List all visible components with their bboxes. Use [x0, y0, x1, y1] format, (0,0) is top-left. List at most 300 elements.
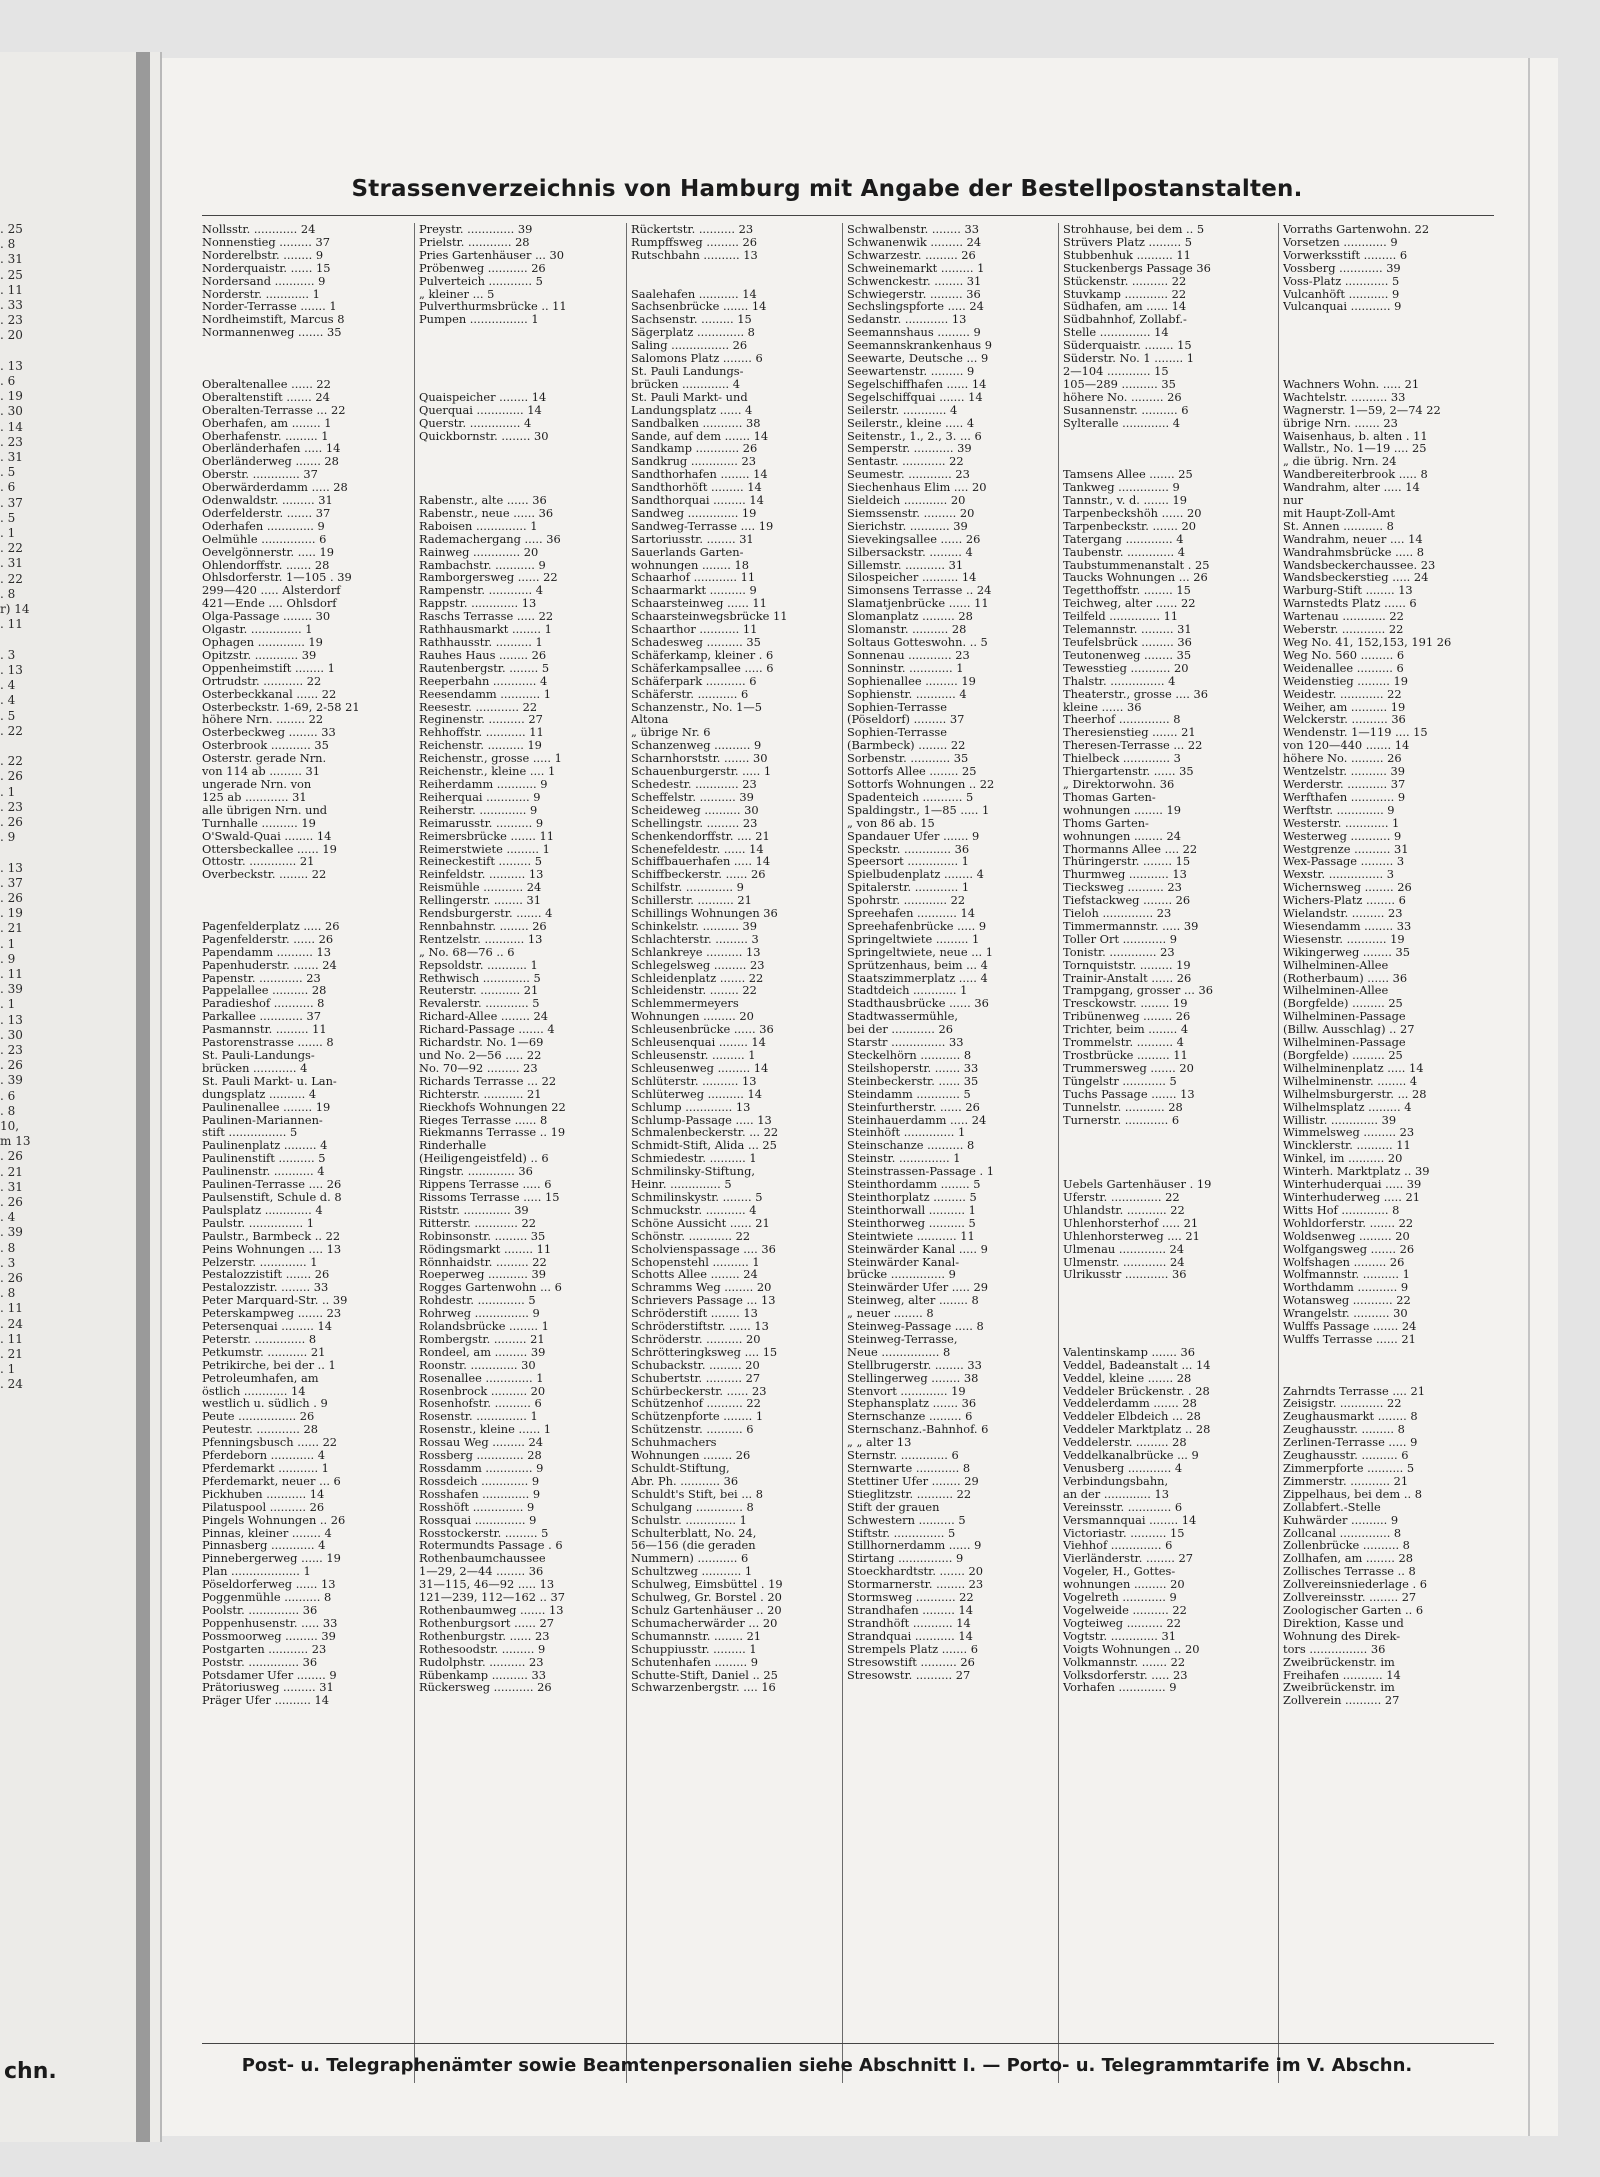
street-entry: Seitenstr., 1., 2., 3. ... 6 — [847, 429, 982, 443]
street-entry: Siechenhaus Elim .... 20 — [847, 481, 987, 495]
street-entry: Wallstr., No. 1—19 .... 25 — [1283, 442, 1427, 456]
street-entry: Nordersand ........... 9 — [202, 274, 326, 288]
street-entry: Zollisches Terrasse .. 8 — [1283, 1565, 1416, 1579]
street-entry: Uferstr. .............. 22 — [1063, 1190, 1180, 1204]
street-entry: Schrötteringksweg .... 15 — [631, 1345, 778, 1359]
street-entry: Steinhauerdamm ..... 24 — [847, 1113, 987, 1127]
street-entry: Venusberg ............ 4 — [1063, 1462, 1183, 1475]
street-entry: Schulz Gartenhäuser .. 20 — [631, 1603, 782, 1617]
street-entry: Schultzweg ........... 1 — [631, 1565, 753, 1579]
street-entry: höhere Nrn. ........ 22 — [202, 713, 324, 727]
street-entry: Paulinenstift .......... 5 — [202, 1152, 326, 1166]
street-entry: Sedanstr. ............ 13 — [847, 313, 967, 327]
street-entry — [202, 365, 410, 378]
street-entry: höhere No. ......... 26 — [1283, 752, 1402, 766]
street-entry: Sierichstr. ........... 39 — [847, 519, 968, 533]
street-entry: Sandthorquai ......... 14 — [631, 494, 764, 507]
street-entry: Stresowstr. .......... 27 — [847, 1668, 971, 1682]
street-entry — [1283, 1372, 1495, 1385]
street-entry: Wolfshagen ......... 26 — [1283, 1255, 1405, 1269]
street-entry: Schwanenwik ......... 24 — [847, 235, 982, 249]
street-entry: Schlump-Passage ..... 13 — [631, 1113, 772, 1127]
street-entry: Rellingerstr. ........ 31 — [419, 894, 541, 908]
street-entry: Sylteralle ............. 4 — [1063, 416, 1181, 430]
street-entry: Waisenhaus, b. alten . 11 — [1283, 429, 1428, 443]
street-entry: Schutenhafen ......... 9 — [631, 1655, 759, 1669]
street-entry: Rathhausmarkt ........ 1 — [419, 623, 552, 636]
street-entry: Taubstummenanstalt . 25 — [1063, 558, 1210, 572]
street-entry: Paulstr., Barmbeck .. 22 — [202, 1229, 341, 1243]
street-entry: Rieges Terrasse ...... 8 — [419, 1113, 548, 1127]
street-entry: Repsoldstr. ........... 1 — [419, 958, 538, 972]
street-entry — [419, 365, 627, 378]
street-entry: Zeisigstr. ............ 22 — [1283, 1397, 1402, 1411]
street-entry: Pferdemarkt, neuer ... 6 — [202, 1474, 341, 1488]
street-entry: Seumestr. ............ 23 — [847, 468, 970, 482]
street-entry: Tonistr. ............. 23 — [1063, 945, 1175, 959]
street-entry: Sonnenau ............ 23 — [847, 648, 970, 662]
street-entry: Ottersbeckallee ...... 19 — [202, 842, 337, 856]
page-footer-note: Post- u. Telegraphenämter sowie Beamtenpersonalien siehe Abschnitt I. — Porto- u. Telegrammtarife im V. Abschn. — [241, 2055, 1413, 2076]
street-entry: Stellbrugerstr. ........ 33 — [847, 1358, 982, 1372]
street-entry: St. Pauli Landungs- — [631, 364, 744, 378]
street-entry: brücke ............... 9 — [847, 1268, 956, 1282]
street-entry: Uhlenhorsterhof ..... 21 — [1063, 1216, 1199, 1230]
street-entry: Vereinsstr. ............ 6 — [1063, 1500, 1183, 1514]
street-entry: Stirtang ............... 9 — [847, 1552, 964, 1566]
street-entry: Oberländerweg ....... 28 — [202, 455, 339, 469]
street-entry: Sachsenbrücke ....... 14 — [631, 300, 767, 314]
street-entry: Pfenningsbusch ...... 22 — [202, 1436, 338, 1450]
street-entry: Veddelkanalbrücke ... 9 — [1063, 1449, 1199, 1462]
street-entry: Pappelallee .......... 28 — [202, 984, 327, 998]
street-entry: Wilhelminenstr. ........ 4 — [1283, 1074, 1418, 1088]
street-entry: „ No. 68—76 .. 6 — [419, 945, 515, 959]
street-entry: Paradieshof ........... 8 — [202, 997, 325, 1011]
street-entry: Zollvereinsstr. ........ 27 — [1283, 1591, 1417, 1604]
street-entry: Thiergartenstr. ...... 35 — [1063, 765, 1194, 778]
street-entry: Rossau Weg ......... 24 — [419, 1436, 544, 1450]
street-entry: Parkallee ............ 37 — [202, 1010, 322, 1024]
street-entry: Starstr ............... 33 — [847, 1036, 964, 1049]
street-entry: Trommelstr. .......... 4 — [1063, 1036, 1184, 1049]
street-entry: Querquai ............. 14 — [419, 403, 542, 417]
street-entry: Oberhafenstr. ......... 1 — [202, 429, 329, 443]
street-entry: Ohlsdorferstr. 1—105 . 39 — [202, 571, 352, 585]
street-entry: Schulstr. .............. 1 — [631, 1513, 747, 1527]
street-entry — [1063, 1139, 1279, 1152]
street-entry: (Heiligengeistfeld) .. 6 — [419, 1152, 549, 1166]
street-entry: tors ................ 36 — [1283, 1642, 1386, 1656]
street-entry: Victoriastr. .......... 15 — [1063, 1526, 1185, 1540]
street-entry: Schopenstehl .......... 1 — [631, 1255, 760, 1269]
street-entry: Stieglitzstr. .......... 22 — [847, 1487, 972, 1501]
street-entry: Wilhelminen-Allee — [1283, 958, 1389, 972]
street-entry: Warnstedts Platz ...... 6 — [1283, 597, 1417, 611]
street-entry: „ von 86 ab. 15 — [847, 816, 935, 830]
page-title: Strassenverzeichnis von Hamburg mit Angabe der Bestellpostanstalten. — [351, 176, 1303, 202]
street-entry: Pilatuspool .......... 26 — [202, 1500, 325, 1514]
street-entry: Schöne Aussicht ...... 21 — [631, 1216, 770, 1230]
street-entry: Peute ................ 26 — [202, 1410, 315, 1424]
street-entry: Veddeler Marktplatz .. 28 — [1063, 1423, 1211, 1437]
street-entry: Oevelgönnerstr. ..... 19 — [202, 545, 334, 559]
street-entry: Ophagen ............. 19 — [202, 636, 323, 649]
street-entry: Winterh. Marktplatz .. 39 — [1283, 1165, 1430, 1179]
street-entry: Schleidenplatz ....... 22 — [631, 971, 764, 985]
street-entry: 56—156 (die geraden — [631, 1539, 756, 1553]
street-entry: Wandrahm, neuer .... 14 — [1283, 532, 1423, 546]
street-entry: Süderstr. No. 1 ........ 1 — [1063, 352, 1195, 365]
street-entry: Schmidt-Stift, Alida ... 25 — [631, 1139, 777, 1153]
street-entry: Pagenfelderstr. ...... 26 — [202, 932, 334, 946]
street-entry: Sophienstr. ........... 4 — [847, 687, 967, 701]
street-entry: Wilhelminen-Passage — [1283, 1010, 1406, 1024]
street-entry: Schröderstiftstr. ...... 13 — [631, 1320, 769, 1333]
street-entry: Zeughausstr. .......... 6 — [1283, 1449, 1409, 1462]
street-entry: Possmoorweg ......... 39 — [202, 1629, 336, 1643]
street-entry: Papendamm .......... 13 — [202, 945, 331, 959]
street-entry: Weg No. 41, 152,153, 191 26 — [1283, 636, 1452, 649]
street-entry: Schuldt-Stiftung, — [631, 1462, 730, 1475]
street-entry: Rambachstr. ........... 9 — [419, 558, 546, 572]
street-entry: (Borgfelde) ......... 25 — [1283, 997, 1403, 1011]
street-entry: (Pöseldorf) ......... 37 — [847, 713, 965, 727]
street-entry: Strempels Platz ....... 6 — [847, 1642, 979, 1656]
street-entry: Saalehafen ........... 14 — [631, 287, 757, 301]
street-entry: Pulverthurmsbrücke .. 11 — [419, 300, 567, 314]
street-entry: übrige Nrn. ....... 23 — [1283, 416, 1398, 430]
street-entry: St. Pauli-Landungs- — [202, 1049, 315, 1062]
street-entry: wohnungen ........ 18 — [631, 558, 750, 572]
street-entry: Slamatjenbrücke ...... 11 — [847, 597, 989, 611]
street-entry: Paulstr. ............... 1 — [202, 1216, 314, 1230]
street-entry: Reiherstr. ............. 9 — [419, 803, 538, 817]
street-entry: Pastorenstrasse ....... 8 — [202, 1036, 334, 1049]
street-entry: Schlankreye .......... 13 — [631, 945, 761, 959]
street-entry: Paulinenstr. ........... 4 — [202, 1165, 325, 1179]
street-entry: Tiecksweg .......... 23 — [1063, 881, 1182, 895]
street-entry: Thurmweg ........... 13 — [1063, 868, 1187, 882]
street-entry: Norderelbstr. ........ 9 — [202, 248, 324, 262]
street-entry: Steilshoperstr. ....... 33 — [847, 1061, 979, 1075]
street-entry: Rademachergang ..... 36 — [419, 532, 561, 546]
street-entry: Rumpffsweg ......... 26 — [631, 235, 758, 249]
street-entry: Tunnelstr. ........... 28 — [1063, 1100, 1183, 1114]
street-entry: kleine ...... 36 — [1063, 700, 1142, 714]
street-entry: Scheideweg .......... 30 — [631, 803, 759, 817]
street-entry: Rombergstr. ......... 21 — [419, 1332, 545, 1346]
street-entry: Steinstr. .............. 1 — [847, 1152, 961, 1166]
street-entry: Schramms Weg ........ 20 — [631, 1281, 772, 1295]
street-entry: Staatszimmerplatz ..... 4 — [847, 971, 988, 985]
street-entry: Schmiedestr. .......... 1 — [631, 1152, 757, 1166]
street-entry: Scholvienspassage .... 36 — [631, 1242, 776, 1256]
street-entry: Schulweg, Eimsbüttel . 19 — [631, 1578, 783, 1592]
street-entry: Schürbeckerstr. ...... 23 — [631, 1384, 767, 1398]
street-entry: Osterbeckweg ........ 33 — [202, 726, 336, 740]
street-entry: Schmilinskystr. ........ 5 — [631, 1190, 763, 1204]
street-entry: Wohldorferstr. ....... 22 — [1283, 1216, 1414, 1230]
street-entry: Schmilinsky-Stiftung, — [631, 1165, 756, 1179]
street-entry: Turnhalle .......... 19 — [202, 816, 316, 830]
street-entry: St. Pauli Markt- und — [631, 390, 748, 404]
street-entry: Sauerlands Garten- — [631, 545, 744, 559]
street-entry: Pasmannstr. ......... 11 — [202, 1023, 327, 1037]
street-entry: Schlachterstr. ......... 3 — [631, 932, 759, 946]
street-entry: Sentastr. ............ 22 — [847, 455, 964, 469]
street-entry: Rossdamm ............. 9 — [419, 1462, 544, 1475]
street-entry: 125 ab ............ 31 — [202, 790, 307, 804]
street-entry: Rautenbergstr. ........ 5 — [419, 661, 550, 675]
street-entry: Pulverteich ............ 5 — [419, 274, 543, 288]
street-entry: Winterhuderquai ..... 39 — [1283, 1178, 1422, 1191]
street-entry: Wikingerweg ........ 35 — [1283, 945, 1410, 959]
street-entry: wohnungen ........ 19 — [1063, 803, 1182, 817]
street-entry: Steinwärder Kanal ..... 9 — [847, 1242, 988, 1256]
street-entry: Wilhelminen-Passage — [1283, 1036, 1406, 1049]
street-entry: 31—115, 46—92 ..... 13 — [419, 1578, 555, 1592]
street-entry: Robinsonstr. ......... 35 — [419, 1229, 546, 1243]
street-entry: Steinthorwall .......... 1 — [847, 1203, 976, 1217]
street-entry: Ohlendorffstr. ....... 28 — [202, 558, 330, 572]
street-entry: Schaarsteinweg ...... 11 — [631, 597, 767, 611]
street-entry: Schützenhof .......... 22 — [631, 1397, 761, 1411]
street-entry: Reichenstr. .......... 19 — [419, 739, 542, 753]
street-entry: Schäferpark ........... 6 — [631, 674, 757, 688]
street-entry: Westerweg ........... 9 — [1283, 829, 1402, 843]
street-entry: Riekmanns Terrasse .. 19 — [419, 1126, 566, 1140]
street-entry: Theaterstr., grosse .... 36 — [1063, 687, 1208, 701]
street-entry: Süderquaistr. ........ 15 — [1063, 339, 1192, 353]
street-entry: Reesendamm ........... 1 — [419, 687, 551, 701]
street-entry: Petersenquai ......... 14 — [202, 1320, 332, 1333]
street-entry: Pries Gartenhäuser ... 30 — [419, 248, 565, 262]
street-entry: Zollcanal .............. 8 — [1283, 1526, 1402, 1540]
street-entry: Schleusenstr. ......... 1 — [631, 1049, 756, 1062]
street-entry: Nonnenstieg ......... 37 — [202, 235, 330, 249]
street-entry: Trampgang, grosser ... 36 — [1063, 984, 1213, 998]
street-entry: Wagnerstr. 1—59, 2—74 22 — [1283, 403, 1441, 417]
street-entry: Spreehafen ........... 14 — [847, 907, 976, 920]
street-entry: Scheffelstr. .......... 39 — [631, 790, 754, 804]
street-entry: St. Annen ........... 8 — [1283, 519, 1394, 533]
street-entry: Nollsstr. ............ 24 — [202, 223, 316, 236]
street-entry: stift ................ 5 — [202, 1126, 298, 1140]
street-entry: Stellingerweg ........ 38 — [847, 1371, 979, 1385]
street-entry: Schinkelstr. .......... 39 — [631, 919, 757, 933]
street-entry: Vierländerstr. ........ 27 — [1063, 1552, 1194, 1566]
street-entry: Poststr. .............. 36 — [202, 1655, 318, 1669]
street-entry: Roonstr. ............. 30 — [419, 1358, 536, 1372]
street-entry: Wandsbeckerchaussee. 23 — [1283, 558, 1436, 572]
street-entry — [419, 442, 627, 455]
street-entry: Prätoriusweg ......... 31 — [202, 1681, 334, 1695]
street-entry: Osterbeckstr. 1-69, 2-58 21 — [202, 700, 360, 714]
street-entry: Reismühle ........... 24 — [419, 881, 542, 895]
street-entry: Schmalenbeckerstr. ... 22 — [631, 1126, 779, 1140]
street-entry: Schleusenquai ........ 14 — [631, 1036, 766, 1049]
street-entry: Rosenstr., kleine ...... 1 — [419, 1423, 552, 1437]
street-entry: 2—104 ............ 15 — [1063, 364, 1169, 378]
street-entry: Schlump ............. 13 — [631, 1100, 751, 1114]
street-entry: Schulweg, Gr. Borstel . 20 — [631, 1591, 782, 1604]
street-entry: Salomons Platz ........ 6 — [631, 352, 763, 365]
street-entry: Stormsweg ........... 22 — [847, 1591, 974, 1604]
street-entry: Veddelerdamm ....... 28 — [1063, 1397, 1197, 1411]
street-entry: Winkel, im .......... 20 — [1283, 1152, 1403, 1166]
street-entry: Thalstr. ............... 4 — [1063, 674, 1176, 688]
street-entry: Weg No. 560 ......... 6 — [1283, 648, 1405, 662]
street-entry: Schwarzestr. ......... 26 — [847, 248, 976, 262]
street-entry: bei der ............ 26 — [847, 1023, 953, 1037]
street-entry: Toller Ort ............ 9 — [1063, 932, 1177, 946]
street-entry: Reimersbrücke ....... 11 — [419, 829, 554, 843]
directory-column-4 — [842, 223, 1059, 2083]
street-entry: Schumacherwärder ... 20 — [631, 1616, 778, 1630]
street-entry: Spohrstr. ............ 22 — [847, 894, 966, 908]
street-entry: Werfthafen ............ 9 — [1283, 790, 1406, 804]
street-entry: Zollabfert.-Stelle — [1283, 1500, 1381, 1514]
street-entry: höhere No. ......... 26 — [1063, 390, 1182, 404]
street-entry: Sandweg-Terrasse .... 19 — [631, 519, 774, 533]
street-entry: Steinweg-Terrasse, — [847, 1332, 958, 1346]
street-entry: Spitalerstr. ............ 1 — [847, 881, 970, 895]
street-entry: Steinthordamm ........ 5 — [847, 1178, 981, 1191]
street-entry: Paulinen-Terrasse .... 26 — [202, 1178, 342, 1191]
street-entry: Papenhuderstr. ....... 24 — [202, 958, 337, 972]
street-entry: Veddel, Badeanstalt ... 14 — [1063, 1358, 1211, 1372]
street-entry: Zimmerpforte .......... 5 — [1283, 1462, 1415, 1475]
street-entry: Sorbenstr. ........... 35 — [847, 752, 969, 766]
street-entry: „ neuer ........ 8 — [847, 1307, 934, 1321]
street-entry: Veddeler Elbdeich ... 28 — [1063, 1410, 1201, 1424]
street-entry: Vossberg ............ 39 — [1283, 261, 1401, 275]
street-entry: Rückertstr. .......... 23 — [631, 223, 754, 236]
street-entry: Rothenburgsort ...... 27 — [419, 1616, 554, 1630]
street-entry: Pinnebergerweg ...... 19 — [202, 1552, 341, 1566]
street-entry: Oderfelderstr. ....... 37 — [202, 506, 331, 520]
street-entry: Springeltwiete ......... 1 — [847, 932, 980, 946]
street-entry: Schedestr. ............ 23 — [631, 777, 757, 791]
street-entry: Reginenstr. .......... 27 — [419, 713, 543, 727]
street-entry: Kuhwärder .......... 9 — [1283, 1513, 1399, 1527]
street-entry: Pinnas, kleiner ........ 4 — [202, 1526, 332, 1540]
street-entry: Saling ................ 26 — [631, 339, 748, 353]
street-entry: Sophien-Terrasse — [847, 726, 948, 740]
street-entry: Sandweg .............. 19 — [631, 506, 757, 520]
street-entry: Wolfgangsweg ....... 26 — [1283, 1242, 1415, 1256]
street-entry: Stresowstift .......... 26 — [847, 1655, 975, 1669]
street-entry: Uhlandstr. ........... 22 — [1063, 1203, 1185, 1217]
street-entry: 1—29, 2—44 ........ 36 — [419, 1565, 544, 1579]
street-entry: Tiefstackweg ........ 26 — [1063, 894, 1191, 908]
street-entry: Schwarzenbergstr. .... 16 — [631, 1681, 776, 1695]
street-entry: Sartoriusstr. ........ 31 — [631, 532, 754, 546]
street-entry: Schanzenweg .......... 9 — [631, 739, 762, 753]
street-entry: Turnerstr. ............ 6 — [1063, 1113, 1180, 1127]
street-entry: mit Haupt-Zoll-Amt — [1283, 506, 1395, 520]
street-entry: Richard-Allee ........ 24 — [419, 1010, 549, 1024]
street-entry: Stormarnerstr. ........ 23 — [847, 1578, 984, 1592]
street-entry: Spielbudenplatz ........ 4 — [847, 868, 984, 882]
street-entry: Slomanplatz ......... 28 — [847, 610, 973, 624]
street-entry: Valentinskamp ....... 36 — [1063, 1345, 1195, 1359]
street-entry: Rothenbaumchaussee — [419, 1552, 546, 1566]
street-entry: Präger Ufer .......... 14 — [202, 1694, 329, 1708]
street-entry: Rippens Terrasse ..... 6 — [419, 1178, 552, 1191]
street-entry: westlich u. südlich . 9 — [202, 1397, 328, 1411]
street-entry: Thormanns Allee .... 22 — [1063, 842, 1198, 856]
street-entry: Vorraths Gartenwohn. 22 — [1283, 223, 1430, 236]
street-entry: Pagenfelderplatz ..... 26 — [202, 919, 340, 933]
street-entry: brücken ............ 4 — [202, 1061, 308, 1075]
street-entry: Pestalozzistift ....... 26 — [202, 1268, 330, 1282]
street-entry: Reichenstr., kleine .... 1 — [419, 765, 556, 778]
street-entry: Reimerstwiete ......... 1 — [419, 842, 550, 856]
street-entry: Raboisen .............. 1 — [419, 519, 538, 533]
directory-column-3 — [626, 223, 843, 2083]
street-entry: Rissoms Terrasse ..... 15 — [419, 1190, 560, 1204]
street-entry: 121—239, 112—162 .. 37 — [419, 1591, 565, 1604]
street-entry: Stuvkamp ............ 22 — [1063, 287, 1187, 301]
street-entry: Schellingstr. ......... 23 — [631, 816, 758, 830]
street-entry: Sternstr. ............. 6 — [847, 1449, 959, 1462]
street-entry: Schuppiusstr. ......... 1 — [631, 1642, 757, 1656]
street-entry: Rossquai .............. 9 — [419, 1513, 537, 1527]
street-entry — [1063, 1126, 1279, 1139]
street-entry: Schwalbenstr. ........ 33 — [847, 223, 980, 236]
street-entry: Weidenstieg ......... 19 — [1283, 674, 1408, 688]
street-entry: Stuckenbergs Passage 36 — [1063, 261, 1211, 275]
street-entry: Vogtstr. ............. 31 — [1063, 1629, 1176, 1643]
street-entry: Schmuckstr. ........... 4 — [631, 1203, 757, 1217]
street-entry: brücken ............. 4 — [631, 377, 740, 391]
street-entry: Paulsplatz ............. 4 — [202, 1203, 323, 1217]
street-entry: 105—289 .......... 35 — [1063, 377, 1176, 391]
street-entry: Zahrndts Terrasse .... 21 — [1283, 1384, 1425, 1398]
street-entry: Sprützenhaus, beim ... 4 — [847, 958, 988, 972]
street-entry: Südbahnhof, Zollabf.- — [1063, 313, 1187, 327]
street-entry: Trostbrücke ......... 11 — [1063, 1049, 1188, 1062]
street-entry: Stillhornerdamm ...... 9 — [847, 1539, 982, 1553]
street-entry: Verbindungsbahn, — [1063, 1474, 1169, 1488]
street-entry — [1063, 1333, 1279, 1346]
street-entry — [419, 352, 627, 365]
street-entry: Schillings Wohnungen 36 — [631, 907, 778, 920]
street-entry: Schubertstr. .......... 27 — [631, 1371, 761, 1385]
street-entry: Rogges Gartenwohn ... 6 — [419, 1281, 562, 1295]
street-entry: Seilerstr. ............ 4 — [847, 403, 958, 417]
street-entry — [1283, 1346, 1495, 1359]
street-entry: Wex-Passage ......... 3 — [1283, 855, 1405, 869]
adjacent-page-footer-fragment: chn. — [4, 2059, 57, 2084]
street-entry: Richterstr. ........... 21 — [419, 1087, 542, 1101]
street-entry: Petkumstr. ........... 21 — [202, 1345, 326, 1359]
street-entry: Stelle .............. 14 — [1063, 326, 1169, 340]
street-entry — [1283, 365, 1495, 378]
street-entry: Worthdamm ........... 9 — [1283, 1281, 1409, 1295]
street-entry: Zollverein .......... 27 — [1283, 1694, 1400, 1708]
street-entry: Rohrweg ............... 9 — [419, 1307, 540, 1321]
street-entry: Wilhelmsburgerstr. ... 28 — [1283, 1087, 1427, 1101]
street-entry: Tornquiststr. ......... 19 — [1063, 958, 1191, 972]
street-entry: Oelmühle ............... 6 — [202, 532, 327, 546]
street-entry — [1283, 339, 1495, 352]
street-entry: Osterbeckkanal ...... 22 — [202, 687, 337, 701]
street-entry: Rampenstr. ............ 4 — [419, 584, 543, 598]
street-entry: Steinwärder Ufer ..... 29 — [847, 1281, 989, 1295]
